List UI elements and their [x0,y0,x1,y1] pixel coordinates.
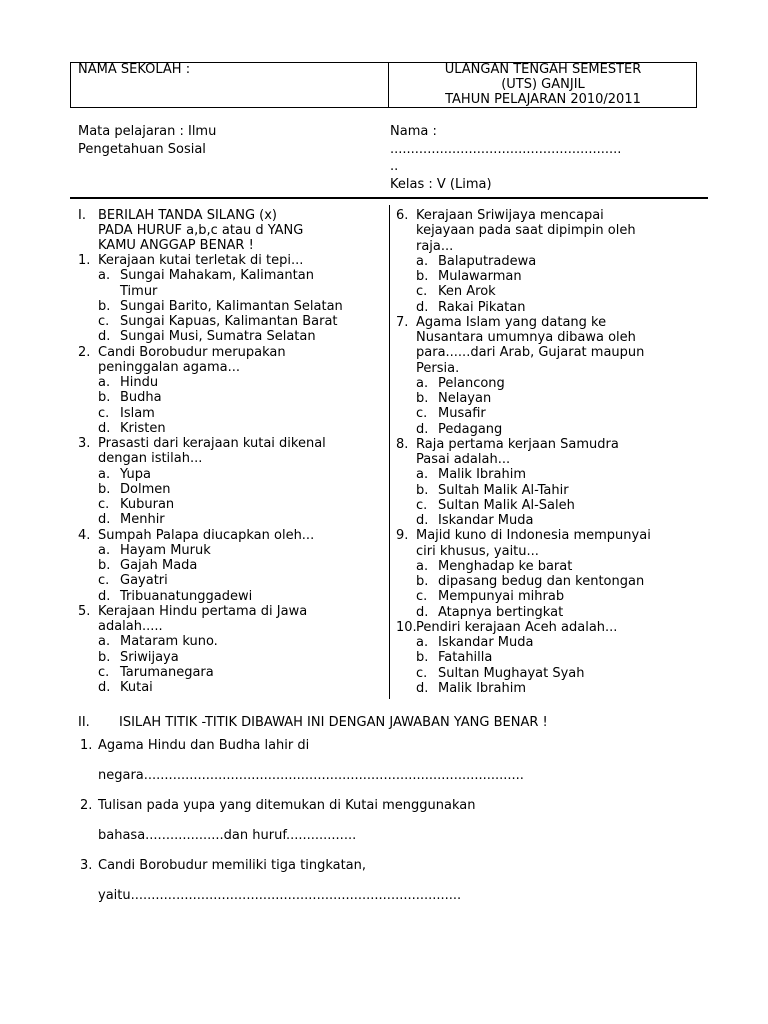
question-text: Prasasti dari kerajaan kutai dikenal [98,436,326,451]
option-letter: b. [416,391,429,406]
option-letter: a. [416,253,429,269]
option-text: Menghadap ke barat [438,558,573,574]
question-text: Raja pertama kerjaan Samudra [416,436,619,452]
question-number: 10. [396,619,417,635]
option-letter: a. [416,558,429,574]
fill-question-number: 2. [80,798,93,813]
option-letter: d. [98,329,111,345]
option-text: Hayam Muruk [120,542,211,558]
option-letter: a. [416,467,429,483]
option-text: Pelancong [438,375,505,391]
option-text: Kutai [120,680,153,695]
exam-title-line2: (UTS) GANJIL [501,77,585,92]
section1-title-line1: BERILAH TANDA SILANG (x) [98,208,277,223]
question-text: Pendiri kerajaan Aceh adalah... [416,619,618,635]
fill-answer-blank[interactable]: yaitu................................................................................ [98,888,462,903]
option-letter: a. [98,375,111,390]
option-text: Islam [120,405,155,421]
question-text: kejayaan pada saat dipimpin oleh [416,223,636,239]
question-text: raja... [416,238,454,254]
option-letter: c. [98,497,110,512]
student-name-label: Nama : [390,124,437,139]
option-letter: b. [416,574,429,589]
question-number: 6. [396,208,409,223]
section2-title: ISILAH TITIK -TITIK DIBAWAH INI DENGAN JAWABAN YANG BENAR ! [119,715,548,730]
question-text: Kerajaan kutai terletak di tepi... [98,253,304,268]
question-number: 8. [396,436,409,452]
option-letter: b. [98,390,111,406]
option-letter: b. [416,650,429,666]
subject-label-cont: Pengetahuan Sosial [78,142,206,157]
option-letter: a. [416,375,429,391]
fill-answer-blank[interactable]: bahasa...................dan huruf................. [98,828,357,843]
option-letter: c. [416,665,428,681]
option-text: Kuburan [120,497,175,512]
option-letter: d. [416,680,429,696]
question-text: ciri khusus, yaitu... [416,543,539,559]
question-text: Sumpah Palapa diucapkan oleh... [98,527,315,543]
option-text: Sultah Malik Al-Tahir [438,482,569,498]
option-text: Tribuanatunggadewi [120,588,253,604]
question-number: 9. [396,528,409,544]
option-letter: d. [416,421,429,437]
option-letter: a. [98,542,111,558]
option-text: Atapnya bertingkat [438,604,564,620]
column-divider [389,205,390,699]
question-text: Nusantara umumnya dibawa oleh [416,330,636,345]
option-letter: d. [416,299,429,315]
subject-label: Mata pelajaran : Ilmu [78,124,217,139]
option-text: Balaputradewa [438,253,537,269]
option-text: Musafir [438,406,486,422]
question-text: Majid kuno di Indonesia mempunyai [416,528,651,544]
option-text: Sungai Mahakam, Kalimantan [120,268,314,284]
option-text: Timur [120,283,158,299]
student-name-dots: ........................................................ [390,142,622,157]
question-number: 4. [78,527,91,543]
option-text: Menhir [120,512,165,528]
section1-numeral: I. [78,208,86,223]
question-text: Kerajaan Hindu pertama di Jawa [98,603,308,619]
exam-title-line3: TAHUN PELAJARAN 2010/2011 [445,92,641,107]
fill-question-text: Agama Hindu dan Budha lahir di [98,738,310,753]
option-letter: d. [98,420,111,436]
option-text: Mempunyai mihrab [438,589,565,605]
student-name-dots-cont: .. [390,159,399,174]
option-text: Sungai Kapuas, Kalimantan Barat [120,314,338,329]
fill-question-text: Tulisan pada yupa yang ditemukan di Kutai menggunakan [98,798,476,813]
question-text: Agama Islam yang datang ke [416,314,607,330]
option-letter: b. [416,269,429,284]
section1-title-line2: PADA HURUF a,b,c atau d YANG [98,223,304,238]
section1-title-line3: KAMU ANGGAP BENAR ! [98,238,254,253]
option-letter: b. [98,481,111,497]
option-letter: a. [98,634,111,650]
option-text: Iskandar Muda [438,513,534,528]
option-text: Yupa [120,466,151,482]
option-letter: b. [98,298,111,314]
option-letter: a. [98,466,111,482]
fill-answer-blank[interactable]: negara............................................................................................ [98,768,524,783]
option-text: Iskandar Muda [438,635,534,650]
section2-numeral: II. [78,715,90,730]
fill-question-text: Candi Borobudur memiliki tiga tingkatan, [98,858,367,873]
question-text: dengan istilah... [98,451,203,467]
option-text: Malik Ibrahim [438,467,526,483]
school-name-label: NAMA SEKOLAH : [78,62,191,77]
option-letter: a. [98,268,111,284]
option-text: Sungai Barito, Kalimantan Selatan [120,298,343,314]
option-letter: c. [98,664,110,680]
option-text: Nelayan [438,391,492,406]
option-text: Fatahilla [438,650,493,666]
option-letter: b. [98,558,111,573]
option-text: Mulawarman [438,269,522,284]
option-text: Mataram kuno. [120,634,218,650]
option-letter: c. [98,405,110,421]
option-letter: b. [98,649,111,665]
option-text: Hindu [120,375,159,390]
option-text: Sultan Mughayat Syah [438,665,585,681]
question-number: 1. [78,253,91,268]
question-text: para......dari Arab, Gujarat maupun [416,345,645,361]
option-text: Ken Arok [438,284,496,300]
question-text: Persia. [416,360,460,376]
question-text: Pasai adalah... [416,452,511,467]
option-text: Gajah Mada [120,558,198,573]
option-letter: c. [98,314,110,329]
option-text: dipasang bedug dan kentongan [438,574,645,589]
exam-title [390,62,696,107]
option-letter: c. [416,284,428,300]
question-number: 5. [78,603,91,619]
fill-question-number: 3. [80,858,93,873]
option-text: Kristen [120,420,166,436]
option-letter: d. [416,513,429,528]
exam-title-line1: ULANGAN TENGAH SEMESTER [444,62,642,77]
header-divider [388,62,389,108]
question-text: peninggalan agama... [98,359,240,375]
option-text: Dolmen [120,481,171,497]
option-text: Tarumanegara [120,664,214,680]
fill-question-number: 1. [80,738,93,753]
option-letter: c. [98,573,110,589]
class-label: Kelas : V (Lima) [390,177,492,192]
option-text: Sultan Malik Al-Saleh [438,497,575,513]
option-letter: c. [416,406,428,422]
option-text: Gayatri [120,573,168,589]
question-text: adalah..... [98,619,163,634]
option-letter: d. [98,512,111,528]
option-text: Rakai Pikatan [438,299,526,315]
option-text: Pedagang [438,421,503,437]
option-letter: a. [416,635,429,650]
option-text: Sungai Musi, Sumatra Selatan [120,329,316,345]
option-letter: c. [416,589,428,605]
option-letter: b. [416,482,429,498]
question-text: Candi Borobudur merupakan [98,344,286,360]
question-text: Kerajaan Sriwijaya mencapai [416,208,604,223]
question-number: 7. [396,314,409,330]
option-text: Malik Ibrahim [438,680,526,696]
option-letter: d. [98,680,111,695]
info-bottom-rule [70,197,708,199]
question-number: 2. [78,344,91,360]
question-number: 3. [78,436,91,451]
option-letter: c. [416,497,428,513]
option-letter: d. [416,604,429,620]
option-text: Sriwijaya [120,649,179,665]
option-text: Budha [120,390,162,406]
option-letter: d. [98,588,111,604]
